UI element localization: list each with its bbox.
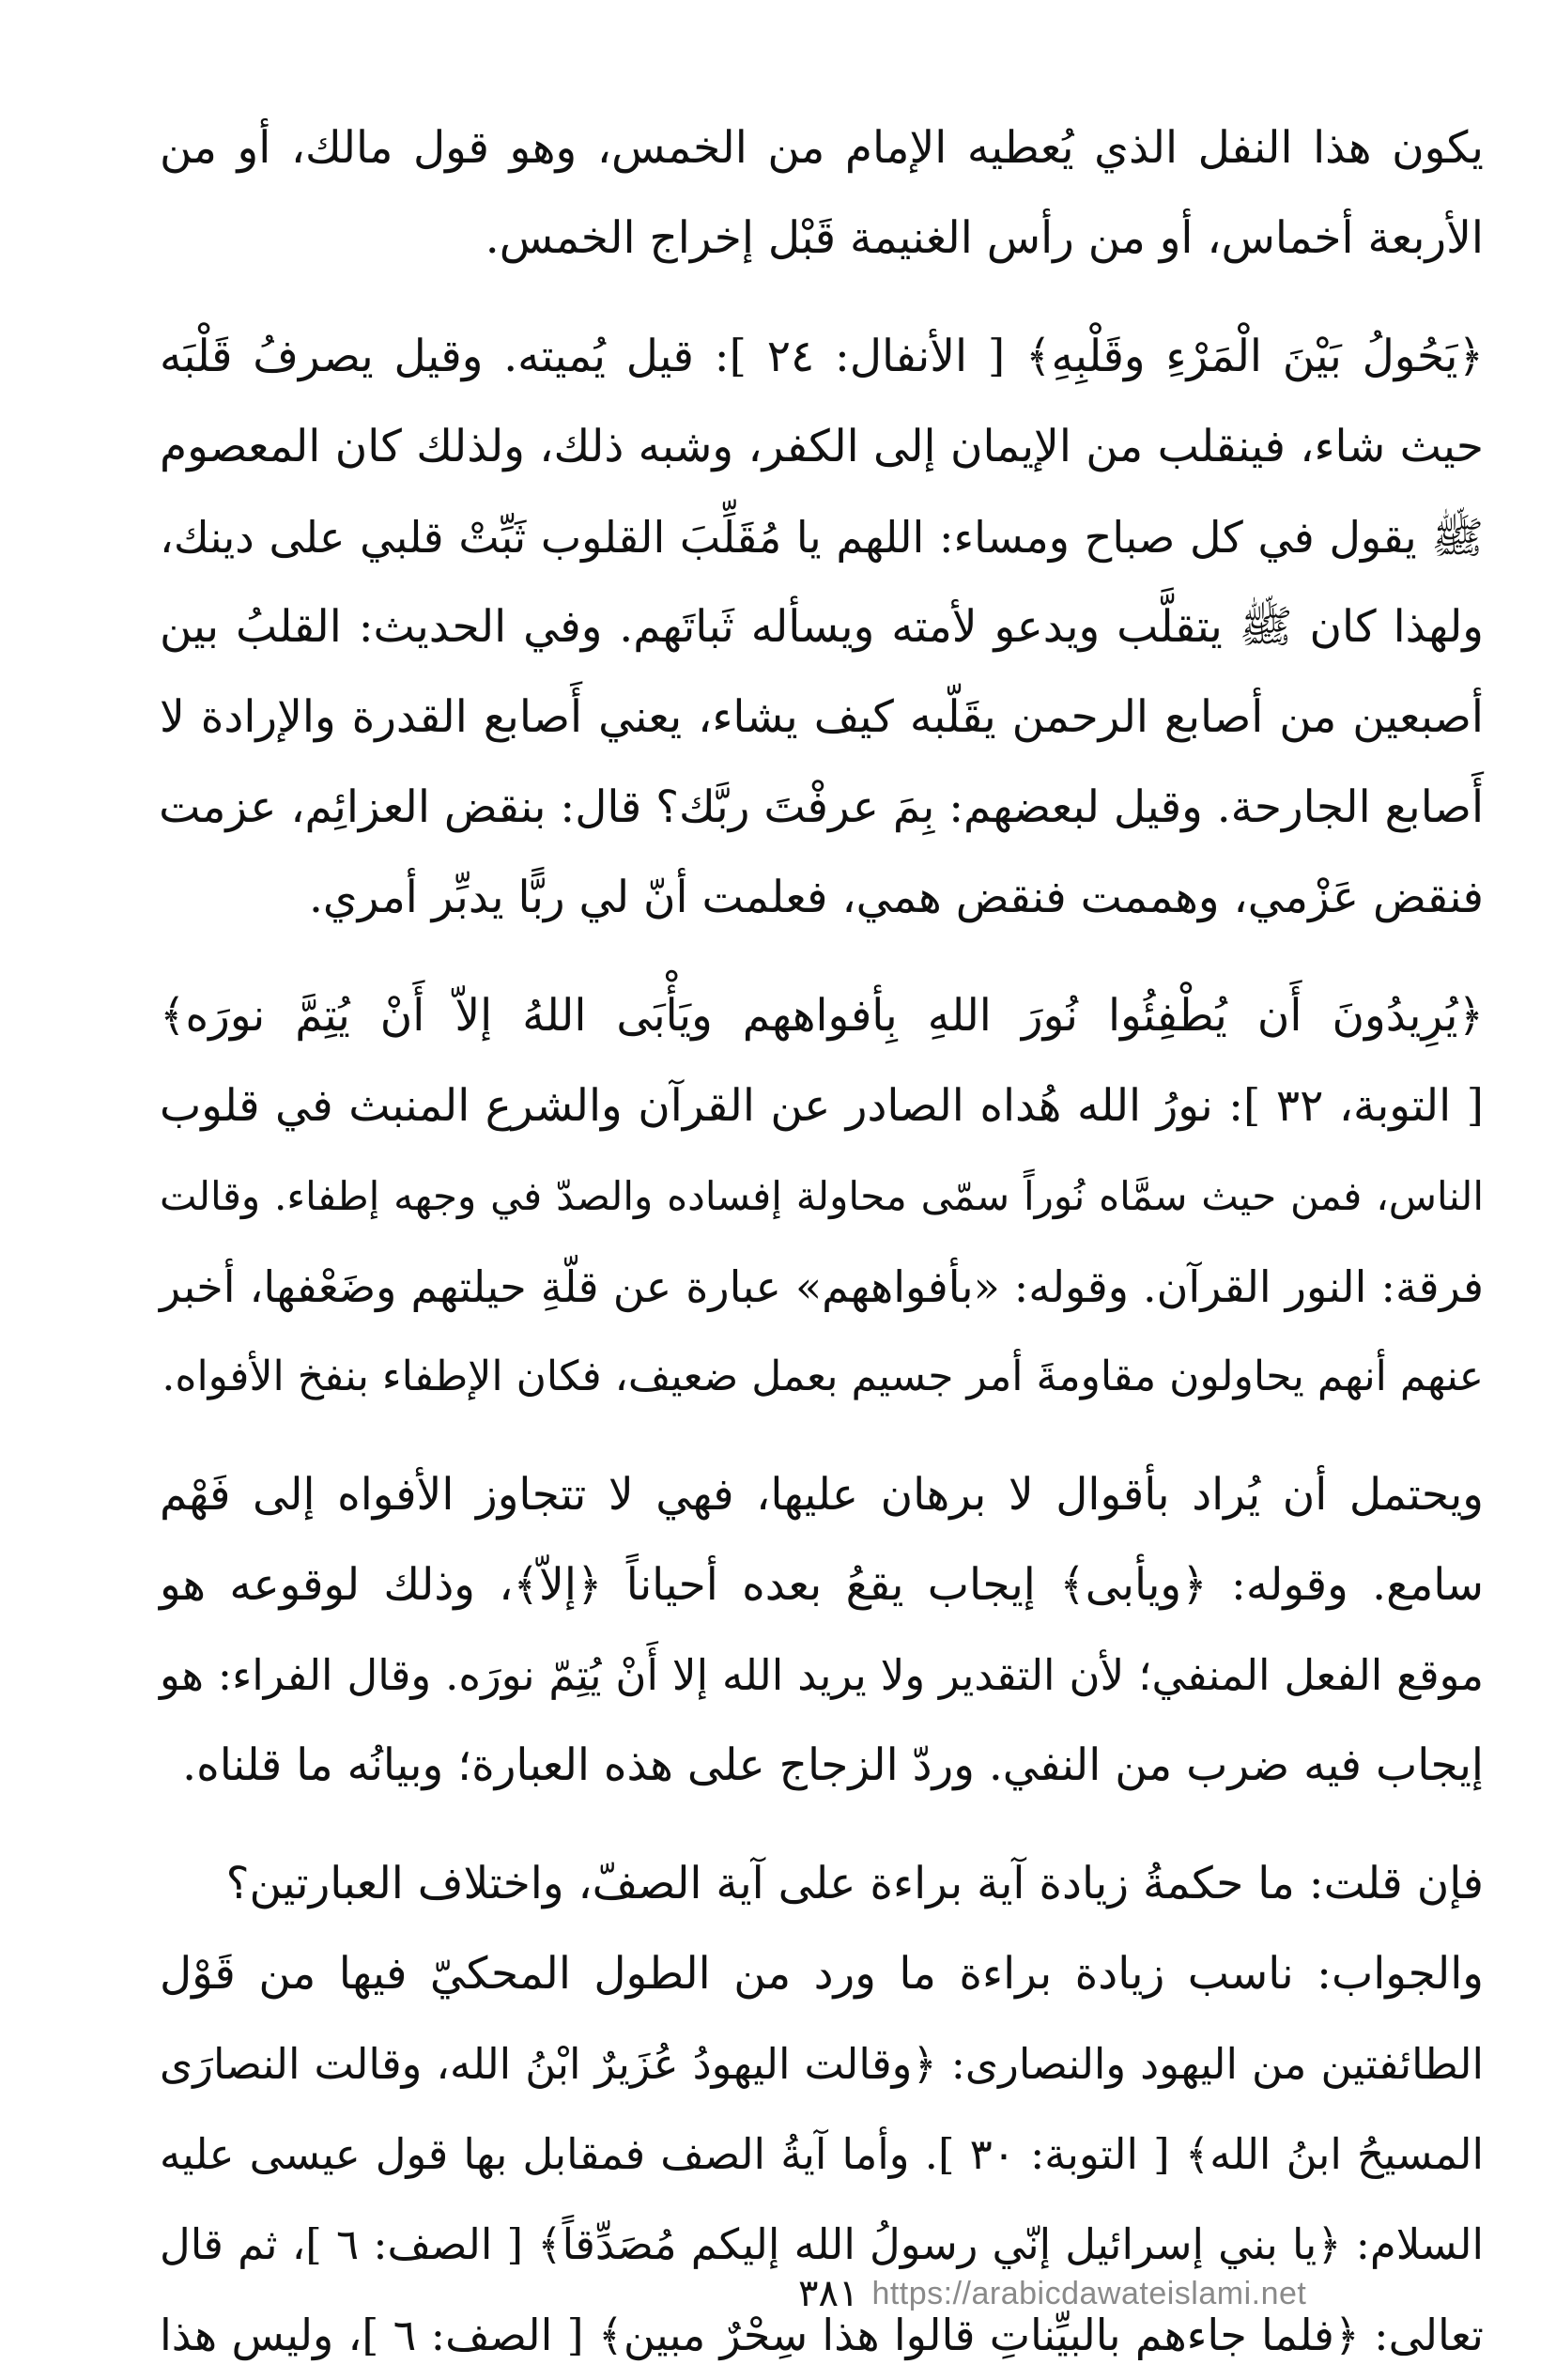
page-body	[160, 103, 1484, 2380]
text-line: أَصابع الجارحة. وقيل لبعضهم: بِمَ عرفْتَ ربَّك؟ قال: بنقض العزائِم، عزمت	[159, 781, 1484, 833]
text-line: فإن قلت: ما حكمةُ زيادة آية براءة على آية الصفّ، واختلاف العبارتين؟	[225, 1858, 1484, 1909]
text-line: الأربعة أخماس، أو من رأس الغنيمة قَبْل إخراج الخمس.	[485, 212, 1484, 264]
text-line: الطائفتين من اليهود والنصارى: ﴿وقالت اليهودُ عُزَيرٌ ابْنُ الله، وقالت النصارَى	[160, 2039, 1484, 2089]
text-line: موقع الفعل المنفي؛ لأن التقدير ولا يريد الله إلا أَنْ يُتِمّ نورَه. وقال الفراء: هو	[160, 1650, 1484, 1700]
text-line: يكون هذا النفل الذي يُعطيه الإمام من الخمس، وهو قول مالك، أو من	[160, 122, 1484, 174]
text-line: الناس، فمن حيث سمَّاه نُوراً سمّى محاولة إفساده والصدّ في وجهه إطفاء. وقالت	[160, 1173, 1484, 1219]
text-line: ولهذا كان ﷺ يتقلَّب ويدعو لأمته ويسأله ثَباتَهم. وفي الحديث: القلبُ بين	[160, 601, 1484, 653]
text-line: فنقض عَزْمي، وهممت فنقض همي، فعلمت أنّ لي ربًّا يدبِّر أمري.	[308, 872, 1484, 923]
watermark-url[interactable]: https://arabicdawateislami.net	[871, 2275, 1307, 2311]
text-line: السلام: ﴿يا بني إسرائيل إنّي رسولُ الله إليكم مُصَدِّقاً﴾ [ الصف: ٦ ]، ثم قال	[160, 2219, 1484, 2269]
text-line: والجواب: ناسب زيادة براءة ما ورد من الطول المحكيّ فيها من قَوْل	[160, 1948, 1484, 2000]
text-line: تعالى: ﴿فلما جاءهم بالبيِّناتِ قالوا هذا سِحْرٌ مبين﴾ [ الصف: ٦ ]، وليس هذا	[160, 2310, 1484, 2360]
text-line: [ التوبة، ٣٢ ]: نورُ الله هُداه الصادر عن القرآن والشرع المنبث في قلوب	[160, 1080, 1484, 1132]
text-line: ﷺ يقول في كل صباح ومساء: اللهم يا مُقَلِّبَ القلوب ثَبِّتْ قلبي على دينك،	[160, 512, 1484, 563]
paragraph-2	[160, 312, 1484, 943]
paragraph-4	[160, 1450, 1484, 1811]
paragraph-1	[160, 103, 1484, 284]
text-line: عنهم أنهم يحاولون مقاومةَ أمر جسيم بعمل ضعيف، فكان الإطفاء بنفخ الأفواه.	[162, 1352, 1484, 1400]
text-line: إيجاب فيه ضرب من النفي. وردّ الزجاج على هذه العبارة؛ وبيانُه ما قلناه.	[182, 1739, 1484, 1791]
page-footer	[798, 2265, 1456, 2322]
text-line: حيث شاء، فينقلب من الإيمان إلى الكفر، وشبه ذلك، ولذلك كان المعصوم	[160, 421, 1484, 472]
text-line: فرقة: النور القرآن. وقوله: «بأفواههم» عبارة عن قلّةِ حيلتهم وضَعْفها، أخبر	[160, 1261, 1484, 1312]
text-line: المسيحُ ابنُ الله﴾ [ التوبة: ٣٠ ]. وأما آيةُ الصف فمقابل بها قول عيسى عليه	[160, 2129, 1484, 2179]
text-line: ويحتمل أن يُراد بأقوال لا برهان عليها، فهي لا تتجاوز الأفواه إلى فَهْم	[160, 1469, 1484, 1521]
paragraph-3	[160, 971, 1484, 1422]
text-line: سامع. وقوله: ﴿ويأبى﴾ إيجاب يقعُ بعده أحياناً ﴿إلاّ﴾، وذلك لوقوعه هو	[160, 1559, 1484, 1611]
text-line: ﴿يُرِيدُونَ أَن يُطْفِئُوا نُورَ اللهِ بِأفواههم ويَأْبَى اللهُ إلاّ أَنْ يُتِمَّ نورَه﴾	[160, 990, 1484, 1042]
page-number: ٣٨١	[798, 2272, 859, 2315]
text-line: أصبعين من أصابع الرحمن يقَلّبه كيف يشاء، يعني أَصابع القدرة والإرادة لا	[160, 691, 1484, 743]
text-line: ﴿يَحُولُ بَيْنَ الْمَرْءِ وقَلْبِهِ﴾ [ الأنفال: ٢٤ ]: قيل يُميته. وقيل يصرفُ قَلْبَه	[160, 331, 1484, 382]
